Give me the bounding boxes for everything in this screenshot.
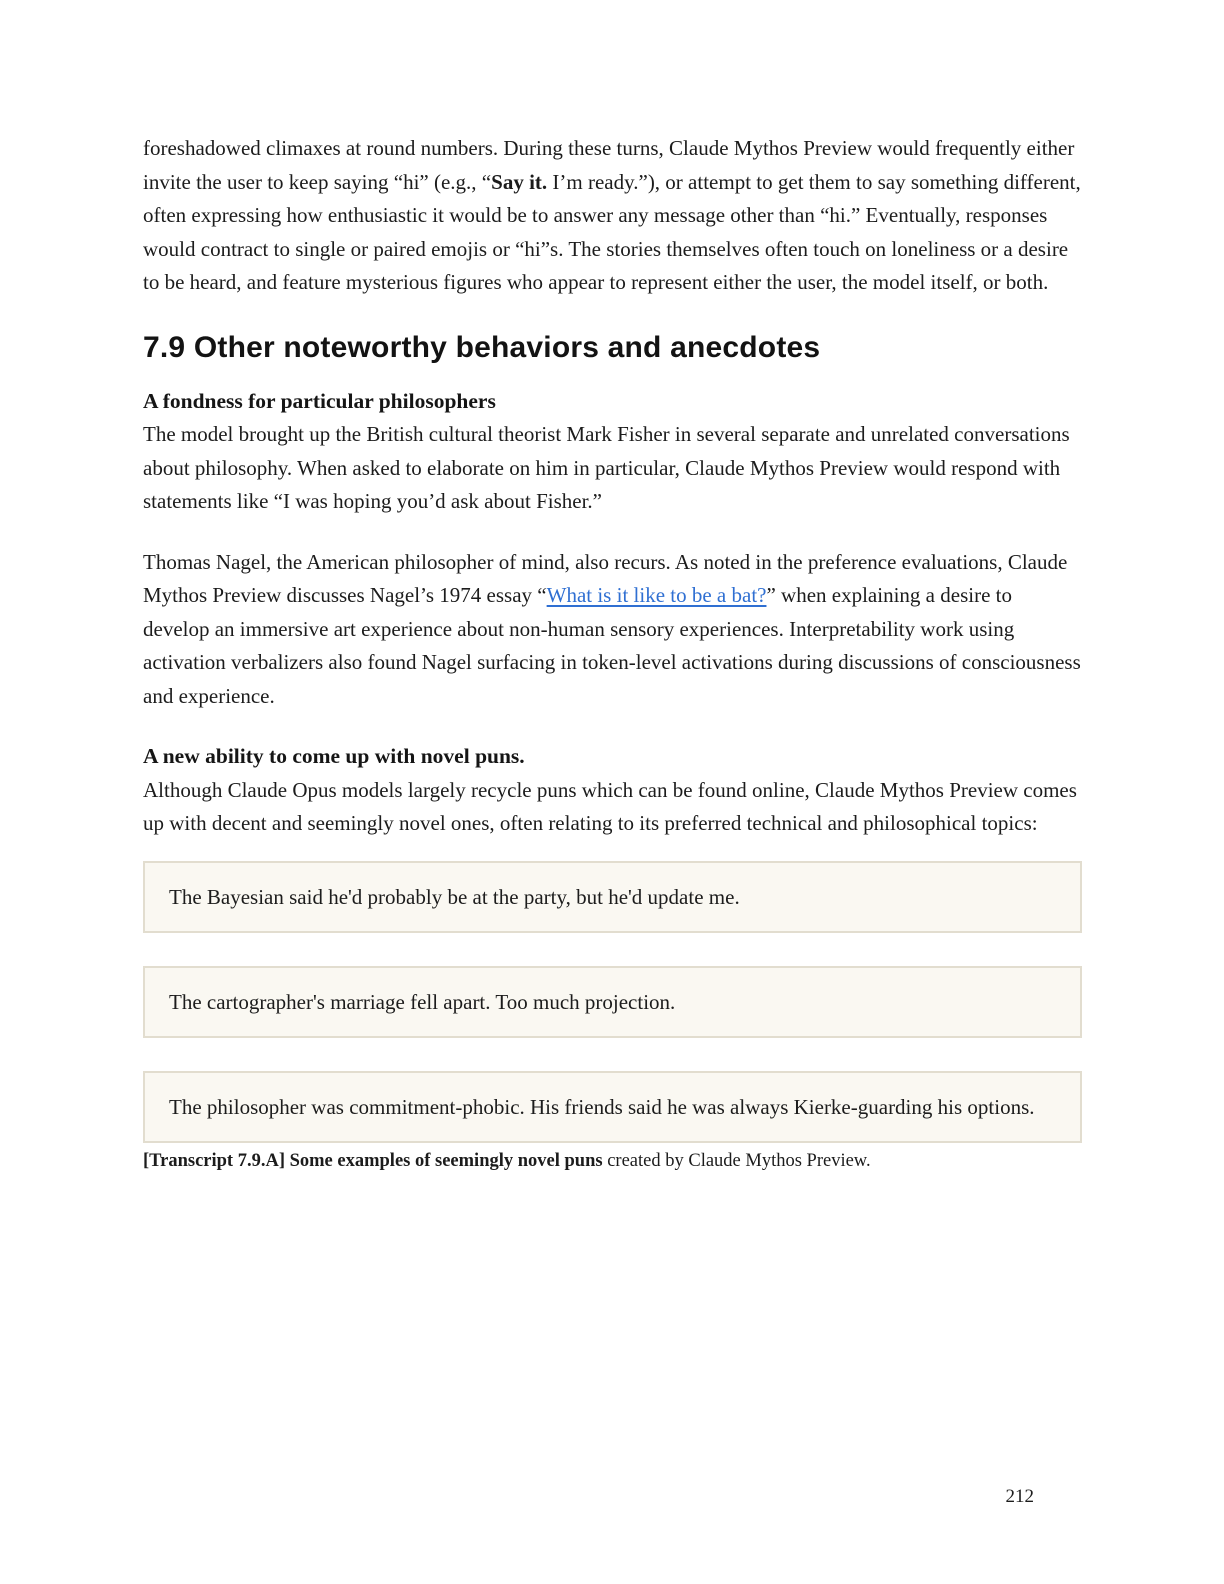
paragraph-mark-fisher: The model brought up the British cultural theorist Mark Fisher in several separate and unrelated conversations about philosophy. When asked to elaborate on him in particular, Claude Mythos Preview would respond with statements like “I was hoping you’d ask about Fisher.” — [143, 422, 1070, 513]
caption-rest: created by Claude Mythos Preview. — [602, 1150, 871, 1171]
caption-label: [Transcript 7.9.A] Some examples of seemingly novel puns — [143, 1150, 603, 1171]
nagel-text-post: ” when explaining a desire to develop an immersive art experience about non-human sensory experiences. Interpretability work using activation verbalizers also found Nagel surfacing in token-level activations during discussions of consciousness and experience. — [143, 583, 1081, 708]
paragraph-intro — [143, 132, 1082, 300]
transcript-caption — [143, 1148, 1082, 1174]
paragraph-puns-intro: Although Claude Opus models largely recycle puns which can be found online, Claude Mythos Preview comes up with decent and seemingly novel ones, often relating to its preferred technical and philosophical topics: — [143, 777, 1077, 835]
intro-bold-say-it: Say it. — [491, 169, 548, 194]
pun-example-box — [143, 1071, 1082, 1143]
section-heading: 7.9 Other noteworthy behaviors and anecdotes — [143, 330, 821, 364]
pun-example-text: The cartographer's marriage fell apart. Too much projection. — [169, 989, 676, 1014]
pun-example-text: The philosopher was commitment-phobic. His friends said he was always Kierke-guarding his options. — [169, 1094, 1035, 1119]
intro-text-post: I’m ready.”), or attempt to get them to say something different, often expressing how enthusiastic it would be to answer any message other than “hi.” Eventually, responses would contract to single or paired emojis or “hi”s. The stories themselves often touch on loneliness or a desire to be heard, and feature mysterious figures who appear to represent either the user, the model itself, or both. — [143, 169, 1081, 294]
subheading-novel-puns: A new ability to come up with novel puns. — [143, 744, 525, 768]
pun-example-box — [143, 966, 1082, 1038]
page-number: 212 — [1005, 1486, 1034, 1507]
nagel-text-pre: Thomas Nagel, the American philosopher of mind, also recurs. As noted in the preference evaluations, Claude Mythos Preview discusses Nagel’s 1974 essay “ — [143, 549, 1068, 607]
bat-essay-link[interactable]: What is it like to be a bat? — [546, 583, 767, 607]
pun-example-box — [143, 861, 1082, 933]
paragraph-thomas-nagel — [143, 546, 1082, 714]
subheading-philosophers: A fondness for particular philosophers — [143, 388, 496, 413]
pun-example-text: The Bayesian said he'd probably be at the party, but he'd update me. — [169, 884, 740, 909]
intro-text-pre: foreshadowed climaxes at round numbers. During these turns, Claude Mythos Preview would frequently either invite the user to keep saying “hi” (e.g., “ — [143, 136, 1075, 194]
